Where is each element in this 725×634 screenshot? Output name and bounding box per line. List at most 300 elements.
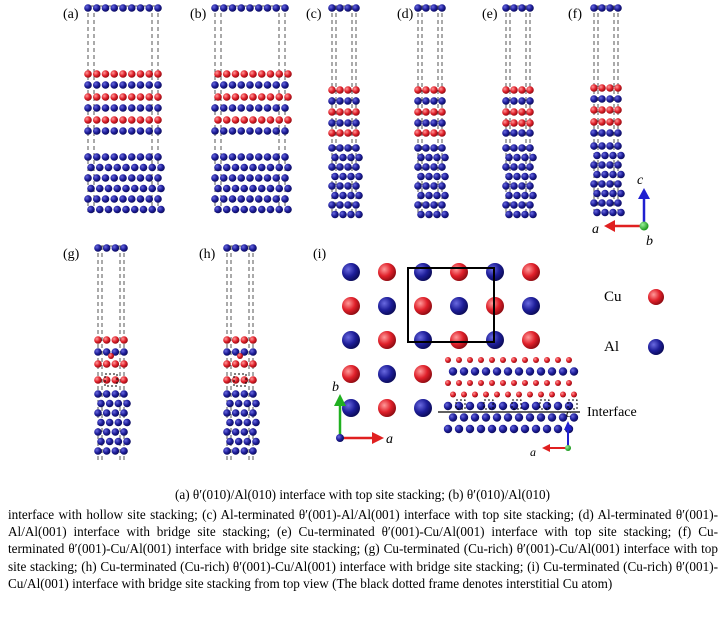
al-atom <box>264 81 272 89</box>
al-atom <box>122 206 130 214</box>
al-atom <box>606 161 614 169</box>
al-atom <box>94 447 102 455</box>
cu-atom <box>112 376 120 384</box>
al-atom <box>482 413 490 421</box>
al-atom <box>255 127 263 135</box>
al-atom <box>529 154 537 162</box>
al-atom <box>336 163 344 171</box>
al-atom <box>123 400 131 408</box>
cu-atom <box>249 336 257 344</box>
cu-atom <box>232 336 240 344</box>
cu-atom <box>472 392 478 398</box>
al-atom <box>237 81 245 89</box>
cu-atom <box>137 70 145 78</box>
al-atom <box>229 153 237 161</box>
al-atom <box>235 400 243 408</box>
al-atom <box>119 81 127 89</box>
cu-atom <box>606 84 614 92</box>
cu-atom <box>258 116 266 124</box>
al-atom <box>281 81 289 89</box>
al-atom <box>609 171 617 179</box>
al-atom <box>430 97 438 105</box>
al-atom <box>110 4 118 12</box>
al-atom <box>526 163 534 171</box>
al-atom <box>433 173 441 181</box>
cu-atom <box>249 70 257 78</box>
al-atom <box>505 154 513 162</box>
al-atom <box>522 297 540 315</box>
al-atom <box>232 164 240 172</box>
cu-atom <box>522 331 540 349</box>
cu-atom <box>342 297 360 315</box>
al-atom <box>232 244 240 252</box>
al-atom <box>272 127 280 135</box>
al-atom <box>521 211 529 219</box>
al-atom <box>120 390 128 398</box>
al-atom <box>518 129 526 137</box>
al-atom <box>477 425 485 433</box>
cu-atom <box>505 392 511 398</box>
al-atom <box>84 195 92 203</box>
al-atom <box>249 348 257 356</box>
al-atom <box>249 206 257 214</box>
al-atom <box>94 409 102 417</box>
al-atom <box>378 365 396 383</box>
al-atom <box>593 190 601 198</box>
al-atom <box>281 195 289 203</box>
cu-atom <box>284 93 292 101</box>
al-atom <box>137 104 145 112</box>
cu-atom <box>518 108 526 116</box>
cu-atom <box>555 357 561 363</box>
al-atom <box>433 154 441 162</box>
al-atom <box>513 173 521 181</box>
al-atom <box>609 152 617 160</box>
cu-atom <box>430 129 438 137</box>
al-atom <box>430 144 438 152</box>
al-atom <box>441 173 449 181</box>
cu-atom <box>571 392 577 398</box>
al-atom <box>532 425 540 433</box>
al-atom <box>211 4 219 12</box>
cu-atom <box>223 116 231 124</box>
cu-atom <box>145 70 153 78</box>
caption-first-line: (a) θ′(010)/Al(010) interface with top site stacking; (b) θ′(010)/Al(010) <box>174 487 551 502</box>
al-atom <box>414 182 422 190</box>
cu-atom <box>240 93 248 101</box>
cu-atom <box>102 116 110 124</box>
al-atom <box>554 402 562 410</box>
al-atom <box>128 153 136 161</box>
cu-atom <box>284 70 292 78</box>
cu-atom <box>500 380 506 386</box>
al-atom <box>441 192 449 200</box>
al-atom <box>137 127 145 135</box>
al-atom <box>211 104 219 112</box>
al-atom <box>264 4 272 12</box>
al-atom <box>105 185 113 193</box>
al-atom <box>110 81 118 89</box>
al-atom <box>93 127 101 135</box>
al-atom <box>328 97 336 105</box>
al-atom <box>609 209 617 217</box>
al-atom <box>521 173 529 181</box>
al-atom <box>211 195 219 203</box>
al-atom <box>148 164 156 172</box>
al-atom <box>352 144 360 152</box>
al-atom <box>414 263 432 281</box>
al-atom <box>529 211 537 219</box>
al-atom <box>255 153 263 161</box>
al-atom <box>422 97 430 105</box>
axis-label-c-f: c <box>637 173 644 188</box>
al-atom <box>425 154 433 162</box>
al-atom <box>598 180 606 188</box>
al-atom <box>601 152 609 160</box>
al-atom <box>521 425 529 433</box>
cu-atom <box>240 70 248 78</box>
cu-atom <box>110 116 118 124</box>
al-atom <box>344 4 352 12</box>
al-atom <box>220 4 228 12</box>
cu-atom <box>249 376 257 384</box>
cu-atom <box>511 357 517 363</box>
al-atom <box>339 192 347 200</box>
al-atom <box>438 182 446 190</box>
al-atom <box>471 367 479 375</box>
al-atom <box>537 413 545 421</box>
al-atom <box>601 190 609 198</box>
al-atom <box>342 263 360 281</box>
al-atom <box>347 173 355 181</box>
cu-atom <box>590 106 598 114</box>
al-atom <box>352 163 360 171</box>
al-atom <box>275 185 283 193</box>
al-atom <box>110 104 118 112</box>
cu-atom <box>533 357 539 363</box>
al-atom <box>347 211 355 219</box>
al-atom <box>548 413 556 421</box>
al-atom <box>84 4 92 12</box>
cu-atom <box>241 360 249 368</box>
al-atom <box>518 4 526 12</box>
cu-atom <box>223 93 231 101</box>
al-atom <box>590 129 598 137</box>
al-atom <box>241 428 249 436</box>
al-atom <box>87 206 95 214</box>
al-atom <box>433 192 441 200</box>
cu-atom <box>544 357 550 363</box>
al-atom <box>211 153 219 161</box>
cu-atom <box>438 108 446 116</box>
al-atom <box>232 409 240 417</box>
al-atom <box>145 153 153 161</box>
al-atom <box>328 4 336 12</box>
al-atom <box>526 367 534 375</box>
cu-atom <box>527 392 533 398</box>
al-atom <box>96 206 104 214</box>
al-atom <box>414 201 422 209</box>
al-atom <box>598 199 606 207</box>
cu-atom <box>102 93 110 101</box>
al-atom <box>119 195 127 203</box>
al-atom <box>444 402 452 410</box>
cu-atom <box>422 108 430 116</box>
cu-atom <box>145 93 153 101</box>
cu-atom <box>598 106 606 114</box>
al-atom <box>414 119 422 127</box>
al-atom <box>521 192 529 200</box>
al-atom <box>510 425 518 433</box>
al-atom <box>220 153 228 161</box>
al-atom <box>272 81 280 89</box>
al-atom <box>460 413 468 421</box>
al-atom <box>526 413 534 421</box>
al-atom <box>598 142 606 150</box>
al-atom <box>417 192 425 200</box>
al-atom <box>336 4 344 12</box>
al-atom <box>229 127 237 135</box>
cu-atom <box>510 86 518 94</box>
cu-atom <box>526 119 534 127</box>
cu-atom <box>422 86 430 94</box>
al-atom <box>510 4 518 12</box>
al-atom <box>344 201 352 209</box>
al-atom <box>598 161 606 169</box>
al-atom <box>422 4 430 12</box>
interface-label: Interface <box>587 405 637 420</box>
cu-atom <box>241 336 249 344</box>
al-atom <box>521 402 529 410</box>
al-atom <box>220 81 228 89</box>
cu-atom <box>119 70 127 78</box>
al-atom <box>425 173 433 181</box>
panel-label-g: (g) <box>63 247 80 262</box>
cu-atom <box>538 392 544 398</box>
al-atom <box>518 144 526 152</box>
al-atom <box>264 174 272 182</box>
al-atom <box>94 428 102 436</box>
cu-atom <box>137 93 145 101</box>
al-atom <box>112 390 120 398</box>
cu-atom <box>606 118 614 126</box>
cu-atom <box>336 86 344 94</box>
al-atom <box>614 180 622 188</box>
cu-atom <box>103 360 111 368</box>
al-atom <box>255 195 263 203</box>
al-atom <box>614 129 622 137</box>
al-atom <box>502 163 510 171</box>
al-atom <box>223 447 231 455</box>
al-atom <box>417 211 425 219</box>
al-atom <box>229 174 237 182</box>
al-atom <box>433 211 441 219</box>
al-atom <box>267 206 275 214</box>
al-atom <box>249 447 257 455</box>
al-atom <box>614 161 622 169</box>
al-atom <box>328 119 336 127</box>
al-atom <box>342 331 360 349</box>
al-atom <box>226 419 234 427</box>
al-atom <box>422 201 430 209</box>
al-atom <box>617 171 625 179</box>
al-atom <box>232 447 240 455</box>
al-atom <box>97 419 105 427</box>
cu-atom <box>555 380 561 386</box>
al-atom <box>344 97 352 105</box>
al-atom <box>518 201 526 209</box>
al-atom <box>264 127 272 135</box>
panel-label-f: (f) <box>568 7 582 22</box>
al-atom <box>590 142 598 150</box>
al-atom <box>137 174 145 182</box>
al-atom <box>598 95 606 103</box>
al-atom <box>532 402 540 410</box>
al-atom <box>284 185 292 193</box>
al-atom <box>339 154 347 162</box>
al-atom <box>154 81 162 89</box>
al-atom <box>344 182 352 190</box>
al-atom <box>344 144 352 152</box>
cu-atom <box>84 70 92 78</box>
cu-atom <box>84 93 92 101</box>
al-atom <box>601 171 609 179</box>
legend <box>604 289 664 355</box>
al-atom <box>154 174 162 182</box>
al-atom <box>414 97 422 105</box>
al-atom <box>110 174 118 182</box>
al-atom <box>526 4 534 12</box>
al-atom <box>430 182 438 190</box>
al-atom <box>284 206 292 214</box>
al-atom <box>267 185 275 193</box>
al-atom <box>232 185 240 193</box>
al-atom <box>120 348 128 356</box>
al-atom <box>96 164 104 172</box>
al-atom <box>94 390 102 398</box>
al-atom <box>105 164 113 172</box>
al-atom <box>598 129 606 137</box>
cu-atom <box>258 93 266 101</box>
cu-atom <box>232 376 240 384</box>
al-atom <box>422 119 430 127</box>
al-atom <box>355 192 363 200</box>
al-atom <box>430 163 438 171</box>
al-atom <box>102 153 110 161</box>
al-atom <box>214 164 222 172</box>
cu-atom <box>566 380 572 386</box>
al-atom <box>103 428 111 436</box>
al-atom <box>223 185 231 193</box>
al-atom <box>246 153 254 161</box>
cu-atom <box>84 116 92 124</box>
al-atom <box>128 195 136 203</box>
al-atom <box>119 104 127 112</box>
al-atom <box>554 425 562 433</box>
al-atom <box>131 206 139 214</box>
al-atom <box>352 119 360 127</box>
al-atom <box>113 185 121 193</box>
al-atom <box>93 153 101 161</box>
al-atom <box>140 185 148 193</box>
al-atom <box>137 81 145 89</box>
cu-atom <box>241 376 249 384</box>
al-atom <box>120 409 128 417</box>
cu-atom <box>328 108 336 116</box>
al-atom <box>264 104 272 112</box>
cu-atom <box>232 70 240 78</box>
cu-atom <box>336 108 344 116</box>
cu-atom <box>94 376 102 384</box>
al-atom <box>617 190 625 198</box>
al-atom <box>235 438 243 446</box>
al-atom <box>264 195 272 203</box>
al-atom <box>249 164 257 172</box>
al-atom <box>417 154 425 162</box>
al-atom <box>87 185 95 193</box>
cu-atom <box>108 353 114 359</box>
panel-label-c: (c) <box>306 7 322 22</box>
cu-atom <box>128 70 136 78</box>
al-atom <box>609 190 617 198</box>
al-atom <box>606 129 614 137</box>
caption-body: interface with hollow site stacking; (c) Al-terminated θ′(001)-Al/Al(001) interface with top site stacking; (d) Al-terminated θ′(001)-Al/Al(001) interface with bridge site stacking; (e) Cu-terminated θ′(001)-Cu/Al(001) interface with top site stacking; (f) Cu-terminated θ′(001)-Cu/Al(001) interface with bridge site stacking; (g) Cu-terminated (Cu-rich) θ′(001)-Cu/Al(001) interface with top site stacking; (h) Cu-terminated (Cu-rich) θ′(001)-Cu/Al(001) interface with bridge site stacking; (i) Cu-terminated (Cu-rich) θ′(001)-Cu/Al(001) interface with bridge site stacking from top view (The black dotted frame denotes interstitial Cu atom) <box>8 507 718 591</box>
al-atom <box>128 127 136 135</box>
cu-atom <box>103 376 111 384</box>
cu-atom <box>119 93 127 101</box>
al-atom <box>131 185 139 193</box>
al-atom <box>267 164 275 172</box>
al-atom <box>154 104 162 112</box>
al-atom <box>128 4 136 12</box>
al-atom <box>460 367 468 375</box>
cu-atom <box>467 380 473 386</box>
al-atom <box>122 164 130 172</box>
cu-atom <box>483 392 489 398</box>
al-atom <box>229 195 237 203</box>
al-atom <box>281 174 289 182</box>
al-atom <box>102 195 110 203</box>
al-atom <box>128 81 136 89</box>
al-atom <box>593 152 601 160</box>
al-atom <box>145 195 153 203</box>
al-atom <box>123 438 131 446</box>
al-atom <box>106 400 114 408</box>
al-atom <box>504 413 512 421</box>
cu-atom <box>352 86 360 94</box>
cu-atom <box>598 84 606 92</box>
cu-atom <box>422 129 430 137</box>
cu-atom <box>93 93 101 101</box>
al-atom <box>258 164 266 172</box>
al-atom <box>120 447 128 455</box>
al-atom <box>493 367 501 375</box>
cu-atom <box>590 84 598 92</box>
al-atom <box>115 419 123 427</box>
al-atom <box>518 97 526 105</box>
al-atom <box>252 400 260 408</box>
al-atom <box>331 173 339 181</box>
al-atom <box>598 4 606 12</box>
al-atom <box>110 195 118 203</box>
al-atom <box>229 81 237 89</box>
al-atom <box>355 211 363 219</box>
al-atom <box>244 419 252 427</box>
cu-atom <box>214 93 222 101</box>
cu-atom <box>223 360 231 368</box>
cu-atom <box>112 336 120 344</box>
al-atom <box>94 348 102 356</box>
